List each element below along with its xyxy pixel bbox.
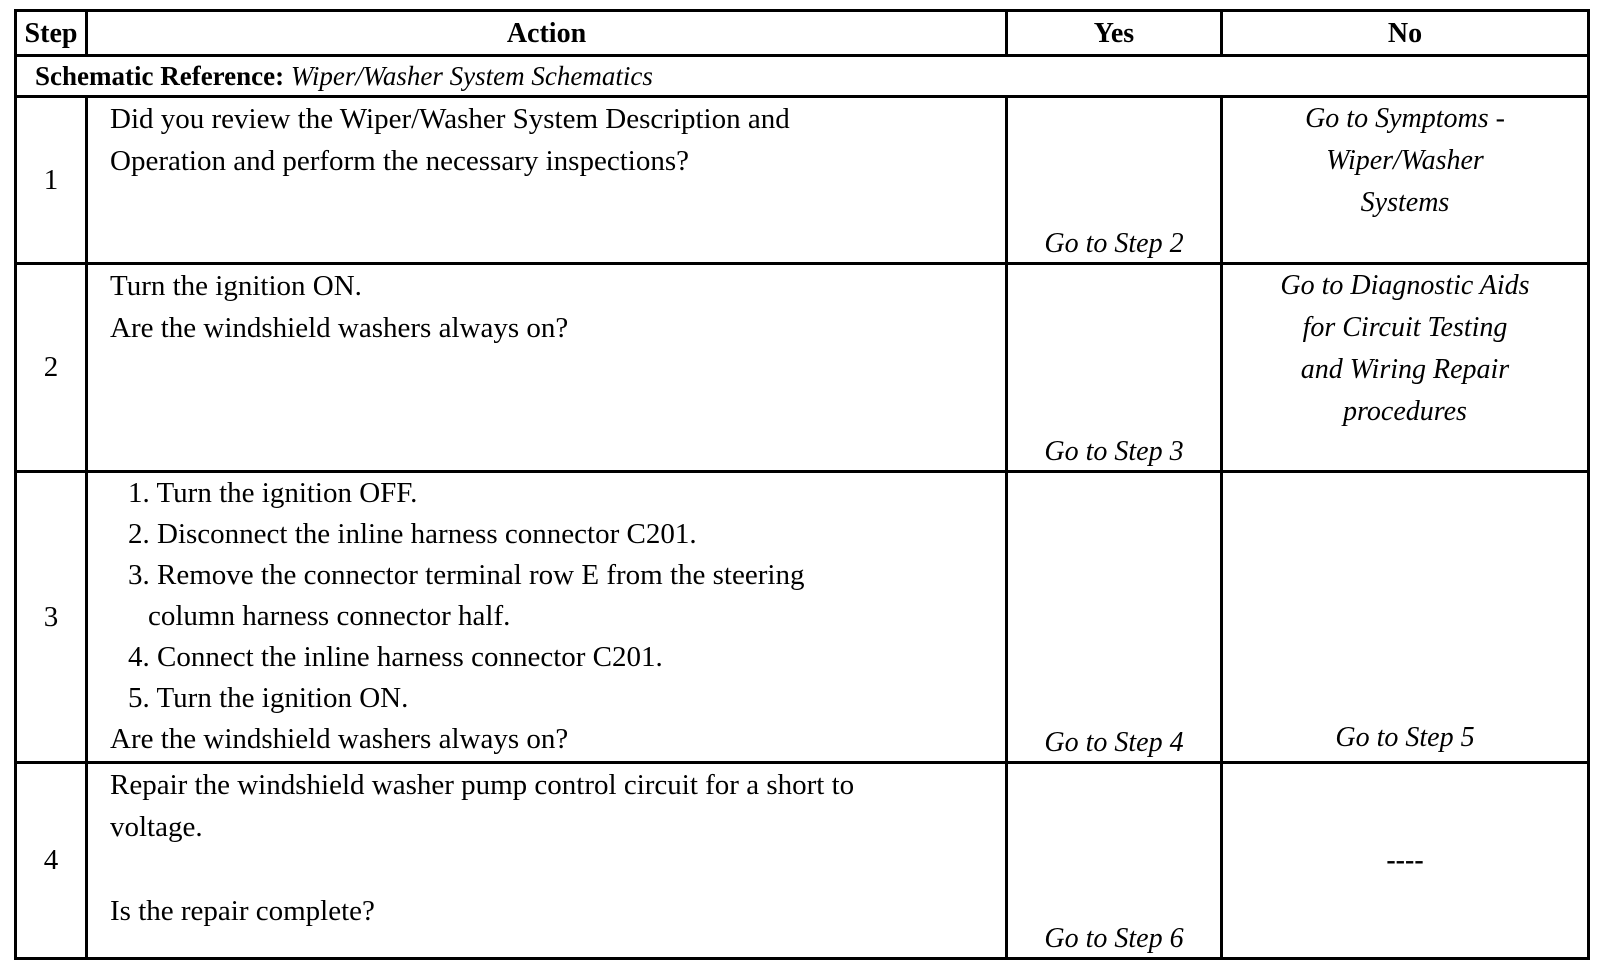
- action-line: 3. Remove the connector terminal row E from the steering: [128, 559, 805, 591]
- no-line: for Circuit Testing: [1302, 312, 1508, 343]
- no-line: and Wiring Repair: [1300, 354, 1510, 385]
- action-line: 2. Disconnect the inline harness connector C201.: [128, 518, 697, 550]
- action-cell: [88, 473, 1005, 761]
- action-line: Turn the ignition ON.: [110, 270, 362, 302]
- no-line: procedures: [1343, 396, 1467, 427]
- yes-link[interactable]: Go to Step 2: [1044, 228, 1184, 259]
- action-cell: [88, 265, 1005, 470]
- no-link[interactable]: [1223, 265, 1587, 470]
- no-line: Go to Diagnostic Aids: [1280, 270, 1530, 301]
- action-line: Repair the windshield washer pump control circuit for a short to: [110, 769, 855, 801]
- schematic-link[interactable]: Wiper/Washer System Schematics: [290, 61, 653, 91]
- schematic-label: Schematic Reference:: [35, 61, 285, 91]
- header-yes: Yes: [1093, 18, 1135, 49]
- step-number: 3: [43, 600, 59, 633]
- step-number: 2: [43, 351, 59, 383]
- no-placeholder: ----: [1386, 844, 1424, 876]
- no-line: Wiper/Washer: [1326, 145, 1484, 176]
- action-line: Did you review the Wiper/Washer System Description and: [110, 103, 790, 135]
- header-no: No: [1387, 18, 1423, 49]
- action-line: Is the repair complete?: [110, 895, 375, 927]
- action-line: 4. Connect the inline harness connector C201.: [128, 641, 663, 673]
- yes-link[interactable]: Go to Step 6: [1044, 923, 1184, 954]
- action-line: column harness connector half.: [148, 600, 511, 632]
- header-action: Action: [506, 18, 587, 49]
- yes-link[interactable]: Go to Step 4: [1044, 727, 1184, 758]
- schematic-reference: [17, 57, 1587, 95]
- action-line: Are the windshield washers always on?: [110, 723, 569, 755]
- no-link[interactable]: [1223, 98, 1587, 262]
- action-line: Operation and perform the necessary inspections?: [110, 145, 689, 177]
- no-line: Go to Symptoms -: [1305, 103, 1505, 134]
- action-line: 5. Turn the ignition ON.: [128, 682, 409, 714]
- step-number: 4: [43, 844, 59, 876]
- spacer: [110, 848, 1005, 890]
- action-cell: [88, 98, 1005, 262]
- header-step: Step: [24, 18, 78, 49]
- action-line: voltage.: [110, 811, 203, 843]
- action-cell: [88, 764, 1005, 957]
- action-line: 1. Turn the ignition OFF.: [128, 477, 418, 509]
- yes-link[interactable]: Go to Step 3: [1044, 436, 1184, 467]
- no-link[interactable]: Go to Step 5: [1335, 722, 1475, 753]
- no-line: Systems: [1360, 187, 1450, 218]
- diagnostic-table: [14, 9, 1590, 960]
- step-number: 1: [43, 163, 59, 196]
- action-line: Are the windshield washers always on?: [110, 312, 569, 344]
